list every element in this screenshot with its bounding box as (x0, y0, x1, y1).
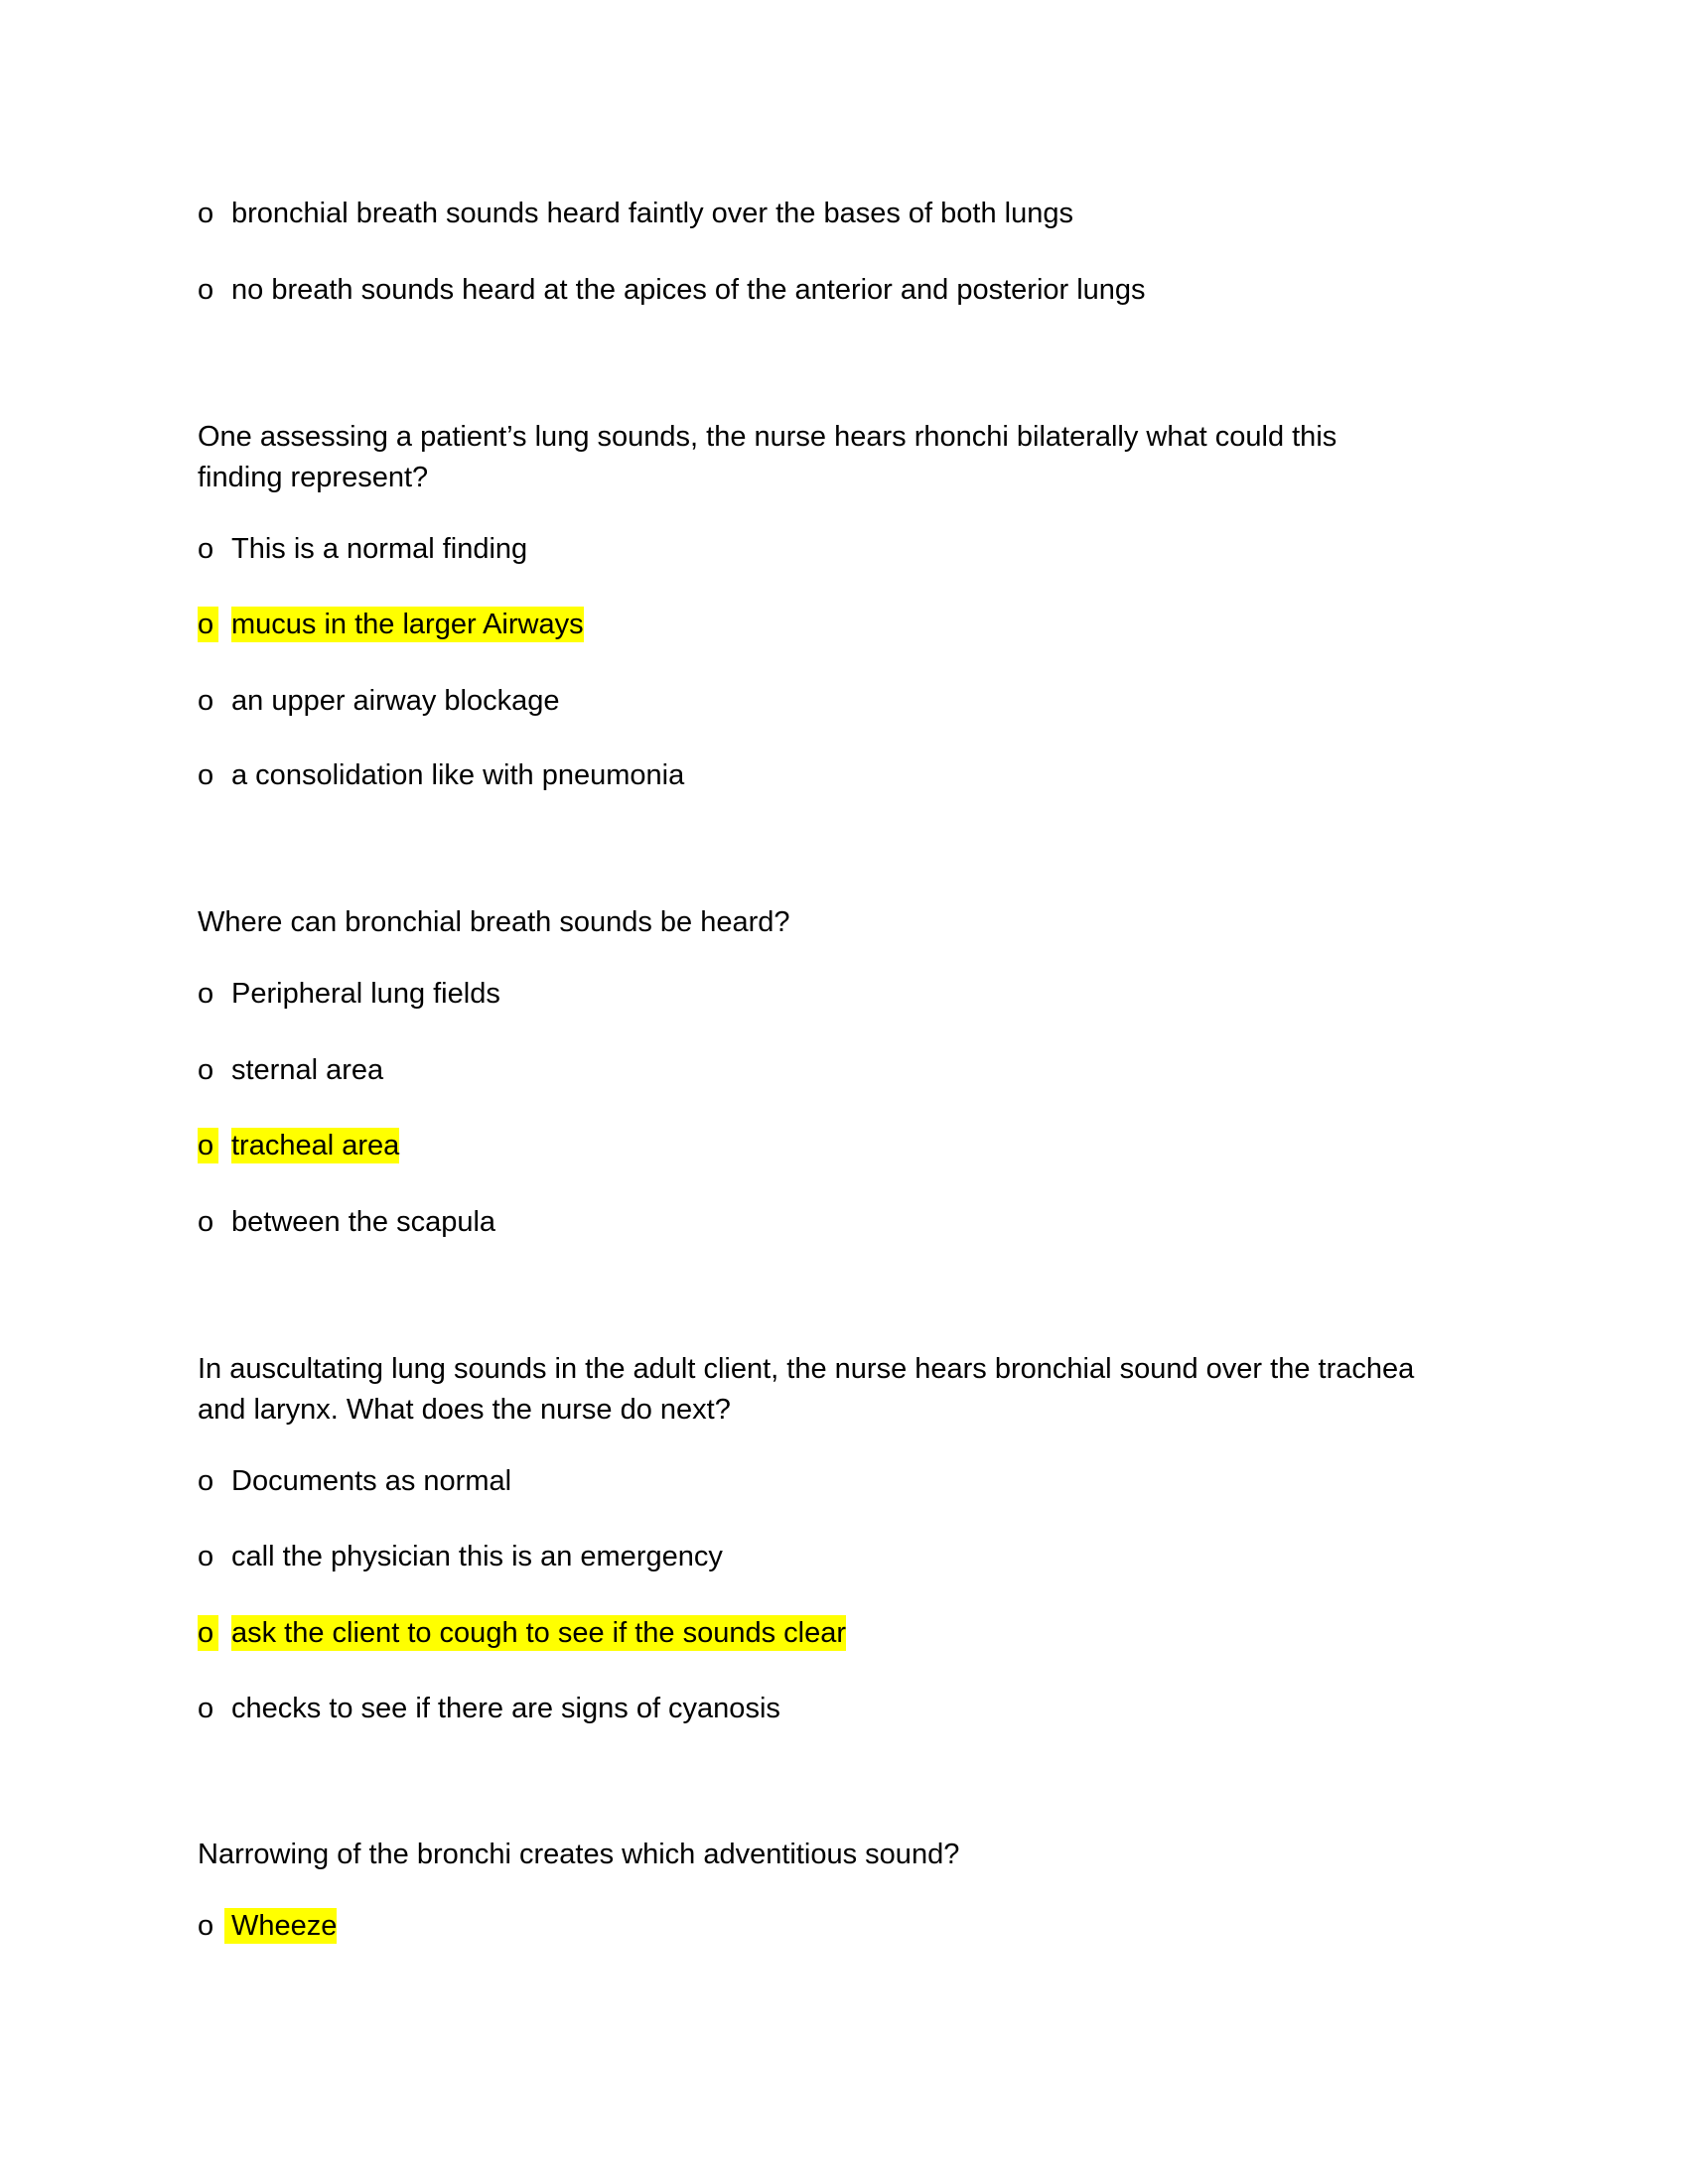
answer-option-correct (198, 1615, 846, 1651)
bullet-circle-icon: o (198, 978, 214, 1010)
option-text: sternal area (231, 1054, 384, 1086)
option-text-highlighted: tracheal area (231, 1130, 400, 1161)
option-text: Documents as normal (231, 1465, 512, 1497)
bullet-circle-icon: o (198, 274, 214, 306)
option-text: checks to see if there are signs of cyanosis (231, 1693, 780, 1724)
option-text: no breath sounds heard at the apices of the anterior and posterior lungs (231, 274, 1146, 306)
answer-option-correct (198, 1128, 399, 1163)
option-text: an upper airway blockage (231, 685, 560, 717)
bullet-circle-icon: o (198, 1128, 218, 1163)
answer-option (198, 1204, 495, 1240)
option-text-highlighted: mucus in the larger Airways (231, 609, 584, 640)
bullet-circle-icon: o (198, 759, 214, 791)
answer-option (198, 683, 559, 719)
question-text-line-1: In auscultating lung sounds in the adult client, the nurse hears bronchial sound over the trachea (198, 1353, 1415, 1385)
answer-option (198, 1691, 780, 1726)
answer-option (198, 1539, 723, 1574)
option-text: a consolidation like with pneumonia (231, 759, 685, 791)
bullet-circle-icon: o (198, 1206, 214, 1238)
question-text-line-1: One assessing a patient’s lung sounds, the nurse hears rhonchi bilaterally what could this (198, 421, 1337, 453)
bullet-circle-icon: o (198, 1054, 214, 1086)
bullet-circle-icon: o (198, 198, 214, 229)
answer-option (198, 531, 527, 567)
option-text: bronchial breath sounds heard faintly over the bases of both lungs (231, 198, 1073, 229)
bullet-circle-icon: o (198, 685, 214, 717)
answer-option (198, 196, 1073, 231)
bullet-circle-icon: o (198, 1693, 214, 1724)
option-text: between the scapula (231, 1206, 496, 1238)
answer-option (198, 272, 1146, 308)
option-text-highlighted: ask the client to cough to see if the sounds clear (231, 1617, 847, 1649)
answer-option (198, 1052, 383, 1088)
question-text-line-2: finding represent? (198, 462, 429, 493)
bullet-circle-icon: o (198, 607, 218, 642)
answer-option-correct (198, 1908, 337, 1944)
bullet-circle-icon: o (198, 1910, 214, 1942)
option-text-highlighted: Wheeze (231, 1910, 338, 1942)
bullet-circle-icon: o (198, 1615, 218, 1651)
bullet-circle-icon: o (198, 1465, 214, 1497)
question-text-line-1: Where can bronchial breath sounds be heard? (198, 906, 790, 938)
answer-option (198, 1463, 511, 1499)
bullet-circle-icon: o (198, 1541, 214, 1572)
answer-option (198, 976, 500, 1012)
question-text-line-1: Narrowing of the bronchi creates which adventitious sound? (198, 1839, 960, 1870)
answer-option-correct (198, 607, 584, 642)
answer-option (198, 757, 684, 793)
question-text-line-2: and larynx. What does the nurse do next? (198, 1394, 731, 1426)
option-text: call the physician this is an emergency (231, 1541, 723, 1572)
option-text: This is a normal finding (231, 533, 528, 565)
bullet-circle-icon: o (198, 533, 214, 565)
option-text: Peripheral lung fields (231, 978, 500, 1010)
